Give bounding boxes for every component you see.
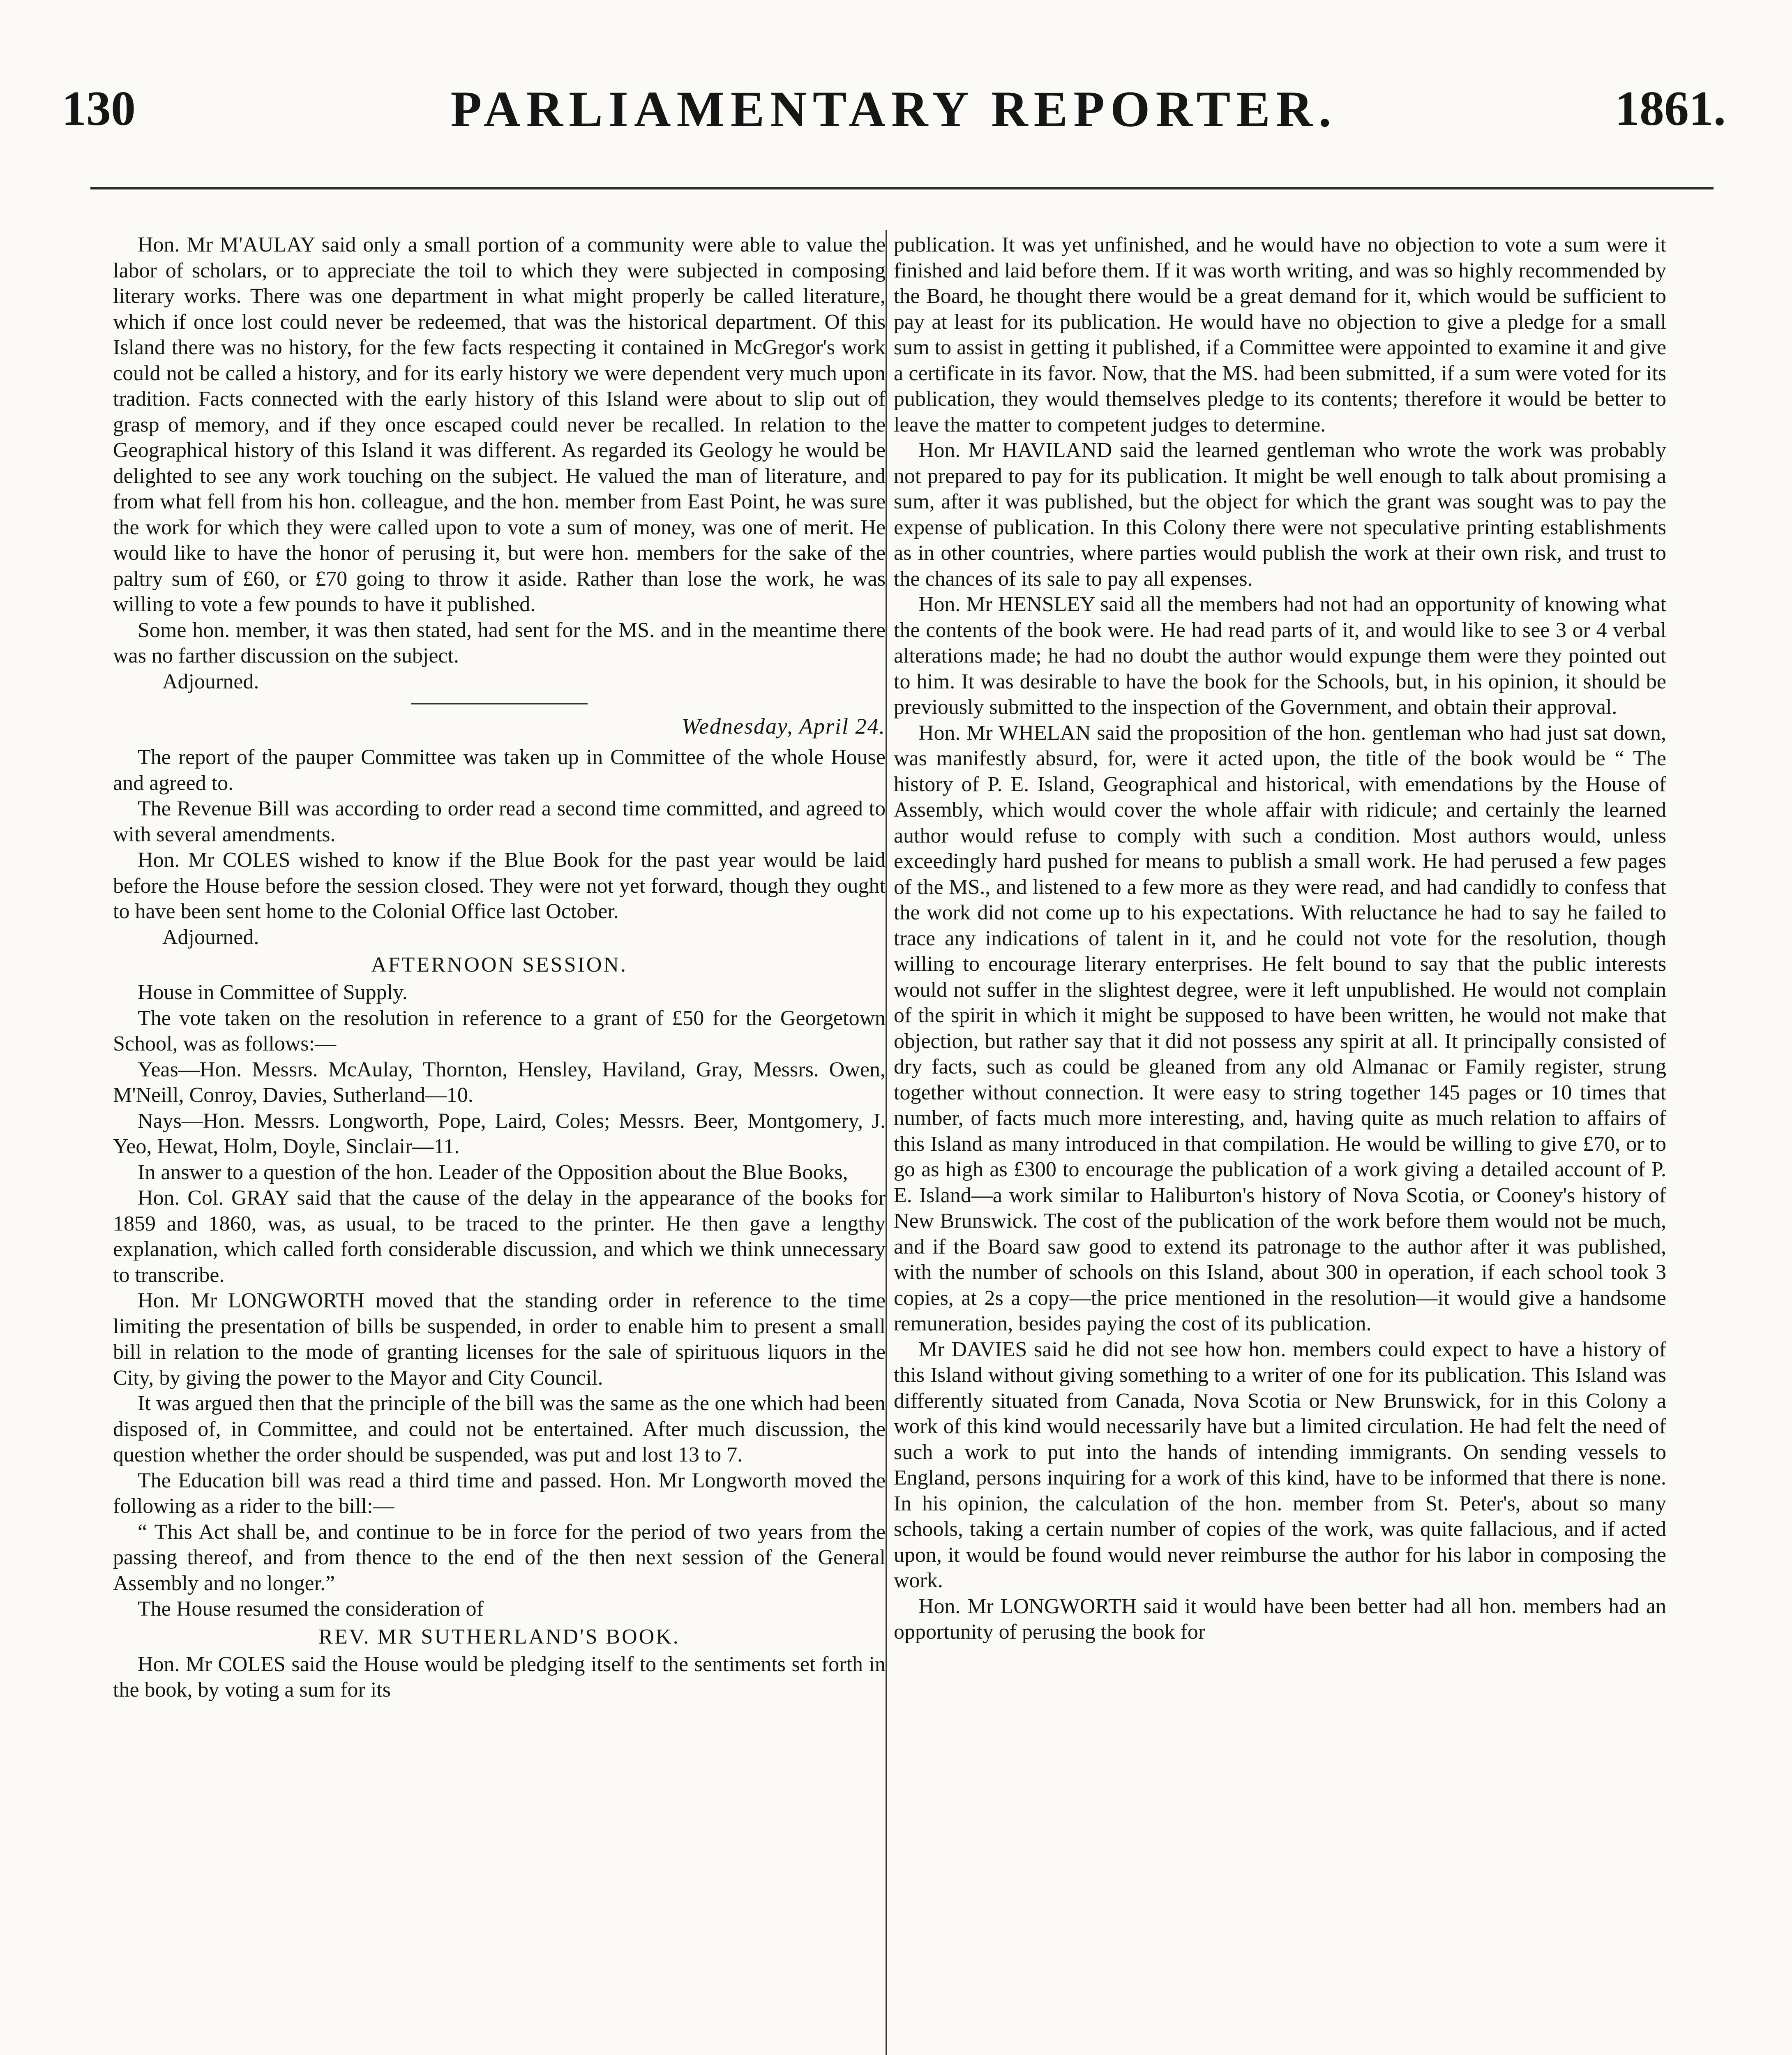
adjourned-line: Adjourned. xyxy=(162,925,259,949)
paragraph: Hon. Mr LONGWORTH moved that the standing order in reference to the time limiting the presentation of bills be suspended, in order to enable him to present a small bill in relation to the mode of granting licenses for the sale of spirituous liquors in the City, by giving the power to the Mayor and City Council. xyxy=(113,1289,886,1390)
paragraph: Hon. Mr WHELAN said the proposition of the hon. gentleman who had just sat down, was manifestly absurd, for, were it acted upon, the title of the book would be “ The history of P. E. Island, Geographical and historical, with emendations by the House of Assembly, which would cover the whole affair with ridicule; and certainly the learned author would refuse to comply with such a condition. Most authors would, unless exceedingly hard pushed for means to publish a small work. He had perused a few pages of the MS., and listened to a few more as they were read, and had candidly to confess that the work did not come up to his expectations. With reluctance he had to say he failed to trace any indications of talent in it, and he could not vote for the resolution, though willing to encourage literary enterprises. He felt bound to say that the public interests would not suffer in the slightest degree, were it left unpublished. He would not complain of the spirit in which it might be supposed to have been written, he would not make that objection, but rather say that it did not possess any spirit at all. It principally consisted of dry facts, such as could be gleaned from any old Almanac or Family register, strung together without connection. It were easy to string together 145 pages or 10 times that number, of facts much more interesting, and, having quite as much relation to affairs of this Island as many introduced in that compilation. He would be willing to give £70, or to go as high as £300 to encourage the publication of a work giving a detailed account of P. E. Island—a work similar to Haliburton's history of Nova Scotia, or Cooney's history of New Brunswick. The cost of the publication of the work before them would not be much, and if the Board saw good to extend its patronage to the author after it was published, with the number of schools on this Island, about 300 in operation, if each school took 3 copies, at 2s a copy—the price mentioned in the resolution—it would give a handsome remuneration, besides paying the cost of its publication. xyxy=(894,721,1666,1335)
paragraph: Some hon. member, it was then stated, had sent for the MS. and in the meantime there was no farther discussion on the subject. xyxy=(113,618,886,667)
paragraph: Hon. Mr LONGWORTH said it would have been better had all hon. members had an opportunity of perusing the book for xyxy=(894,1594,1666,1644)
paragraph: The Education bill was read a third time and passed. Hon. Mr Longworth moved the following as a rider to the bill:— xyxy=(113,1469,886,1518)
column-divider xyxy=(886,230,887,2055)
book-heading: REV. MR SUTHERLAND'S BOOK. xyxy=(318,1625,680,1649)
paragraph: In answer to a question of the hon. Leader of the Opposition about the Blue Books, xyxy=(138,1160,848,1184)
paragraph: The Revenue Bill was according to order read a second time committed, and agreed to with several amendments. xyxy=(113,797,886,846)
page-header xyxy=(62,72,1726,150)
right-column xyxy=(894,232,1666,2055)
paragraph: Mr DAVIES said he did not see how hon. members could expect to have a history of this Island without giving something to a writer of one for its publication. This Island was differently situated from Canada, Nova Scotia or New Brunswick, for in this Colony a work of this kind would necessarily have but a limited circulation. He had felt the need of such a work to put into the hands of intending immigrants. On sending vessels to England, persons inquiring for a work of this kind, have to be informed that there is none. In his opinion, the calculation of the hon. member from St. Peter's, about so many schools, taking a certain number of copies of the work, was quite fallacious, and if acted upon, it would be found would never reimburse the author for his labor in composing the work. xyxy=(894,1337,1666,1592)
paragraph: The House resumed the consideration of xyxy=(138,1597,484,1621)
yeas-list: Yeas—Hon. Messrs. McAulay, Thornton, Hensley, Haviland, Gray, Messrs. Owen, M'Neill, Conroy, Davies, Sutherland—10. xyxy=(113,1058,886,1107)
nays-list: Nays—Hon. Messrs. Longworth, Pope, Laird, Coles; Messrs. Beer, Montgomery, J. Yeo, Hewat, Holm, Doyle, Sinclair—11. xyxy=(113,1109,886,1158)
paragraph: Hon. Mr HENSLEY said all the members had not had an opportunity of knowing what the contents of the book were. He had read parts of it, and would like to see 3 or 4 verbal alterations made; he had no doubt the author would expunge them were they pointed out to him. It was desirable to have the book for the Schools, but, in his opinion, it should be previously submitted to the inspection of the Government, and obtain their approval. xyxy=(894,593,1666,719)
date-heading: Wednesday, April 24. xyxy=(682,714,886,739)
rider-quote: “ This Act shall be, and continue to be in force for the period of two years from the passing thereof, and from thence to the end of the then next session of the General Assembly and no longer.” xyxy=(113,1520,886,1595)
paragraph: The report of the pauper Committee was taken up in Committee of the whole House and agreed to. xyxy=(113,746,886,795)
paragraph: It was argued then that the principle of the bill was the same as the one which had been disposed of, in Committee, and could not be entertained. After much discussion, the question whether the order should be suspended, was put and lost 13 to 7. xyxy=(113,1392,886,1466)
paragraph: Hon. Mr COLES wished to know if the Blue Book for the past year would be laid before the House before the session closed. They were not yet forward, though they ought to have been sent home to the Colonial Office last October. xyxy=(113,848,886,923)
page-number: 130 xyxy=(62,81,136,136)
page-year: 1861. xyxy=(1615,81,1726,136)
paragraph: Hon. Mr M'AULAY said only a small portion of a community were able to value the labor of scholars, or to appreciate the toil to which they were subjected in composing literary works. There was one department in what might properly be called literature, which if once lost could never be redeemed, that was the historical department. Of this Island there was no history, for the few facts respecting it contained in McGregor's work could not be called a history, and for its early history we were dependent very much upon tradition. Facts connected with the early history of this Island were about to slip out of grasp of memory, and if they once escaped could never be recalled. In relation to the Geographical history of this Island it was different. As regarded its Geology he would be delighted to see any work touching on the subject. He valued the man of literature, and from what fell from his hon. colleague, and the hon. member from East Point, he was sure the work for which they were called upon to vote a sum of money, was one of merit. He would like to have the honor of perusing it, but were hon. members for the sake of the paltry sum of £60, or £70 going to throw it aside. Rather than lose the work, he was willing to vote a few pounds to have it published. xyxy=(113,233,886,616)
paragraph: Hon. Mr HAVILAND said the learned gentleman who wrote the work was probably not prepared to pay for its publication. It might be well enough to talk about promising a sum, after it was published, but the object for which the grant was sought was to pay the expense of publication. In this Colony there were not speculative printing establishments as in other countries, where parties would publish the work at their own risk, and trust to the chances of its sale to pay all expenses. xyxy=(894,439,1666,591)
paragraph: publication. It was yet unfinished, and he would have no objection to vote a sum were it finished and laid before them. If it was worth writing, and was so highly recommended by the Board, he thought there would be a great demand for it, which would be sufficient to pay at least for its publication. He would have no objection to give a pledge for a small sum to assist in getting it published, if a Committee were appointed to examine it and give a certificate in its favor. Now, that the MS. had been submitted, if a sum were voted for its publication, they would themselves pledge to its contents; therefore it would be better to leave the matter to competent judges to determine. xyxy=(894,233,1666,436)
paragraph: Hon. Col. GRAY said that the cause of the delay in the appearance of the books for 1859 and 1860, was, as usual, to be traced to the printer. He then gave a lengthy explanation, which called forth considerable discussion, and which we think unnecessary to transcribe. xyxy=(113,1186,886,1287)
page-title: PARLIAMENTARY REPORTER. xyxy=(450,81,1337,137)
left-column xyxy=(113,232,886,2055)
paragraph: Hon. Mr COLES said the House would be pledging itself to the sentiments set forth in the book, by voting a sum for its xyxy=(113,1652,886,1702)
paragraph: The vote taken on the resolution in reference to a grant of £50 for the Georgetown School, was as follows:— xyxy=(113,1006,886,1055)
paragraph: House in Committee of Supply. xyxy=(138,981,408,1004)
adjourned-line: Adjourned. xyxy=(162,670,259,693)
header-rule xyxy=(90,187,1714,189)
afternoon-session-heading: AFTERNOON SESSION. xyxy=(371,953,627,977)
section-rule xyxy=(411,703,588,704)
